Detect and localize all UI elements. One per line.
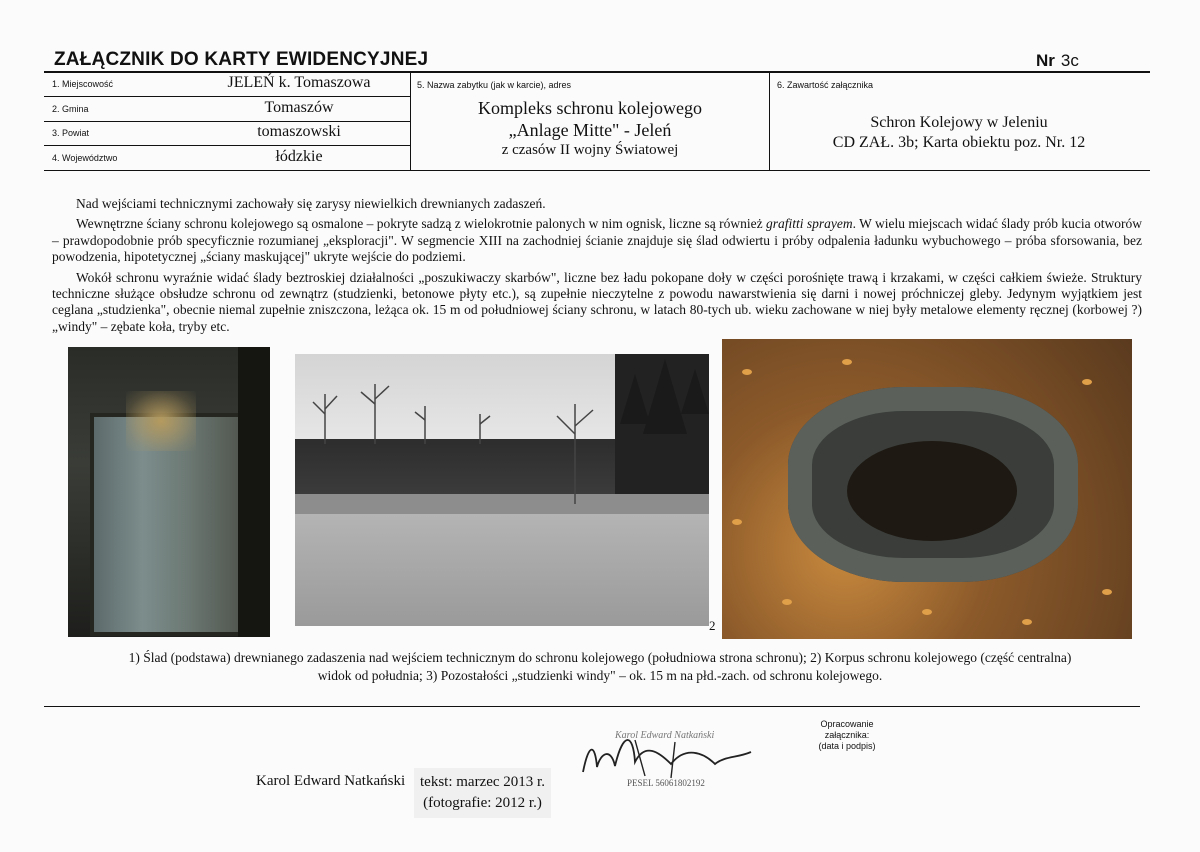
document-title: ZAŁĄCZNIK DO KARTY EWIDENCYJNEJ bbox=[54, 49, 429, 70]
attachment-contents-line2: CD ZAŁ. 3b; Karta obiektu poz. Nr. 12 bbox=[832, 134, 1086, 151]
photo-caption bbox=[60, 649, 1140, 685]
paragraph-2: Wewnętrzne ściany schronu kolejowego są osmalone – pokryte sadzą z wielokrotnie palonych w nim ognisk, liczne są również grafitti sprayem. W wielu miejscach widać ślady prób kucia otworów – prawdopodobnie prób specyficznie rozumianej „eksploracji". W segmencie XIII na zachodniej ścianie znajduje się ślad odwiertu i próby odpalenia ładunku wybuchowego – próba sforsowania, bez powodzenia, hipotetycznej „ściany maskującej" ukryte wejście do podziemi. bbox=[52, 216, 1142, 265]
attachment-contents bbox=[772, 113, 1146, 153]
meta-label-county: 3. Powiat bbox=[52, 128, 90, 138]
svg-text:PESEL 56061802192: PESEL 56061802192 bbox=[627, 778, 705, 788]
attachment-contents-label: 6. Zawartość załącznika bbox=[777, 80, 874, 90]
signature-stamp bbox=[575, 722, 785, 792]
description-text bbox=[52, 196, 1142, 339]
meta-value-locality: JELEŃ k. Tomaszowa bbox=[227, 74, 371, 91]
prepared-by-label: Opracowanie załącznika: (data i podpis) bbox=[818, 719, 876, 751]
attachment-number-value: 3c bbox=[1060, 51, 1079, 70]
table-bottom-rule bbox=[44, 170, 1150, 171]
column-divider bbox=[769, 72, 770, 170]
footer-rule bbox=[44, 706, 1140, 707]
meta-value-county: tomaszowski bbox=[257, 123, 341, 140]
paragraph-1: Nad wejściami technicznymi zachowały się zarysy niewielkich drewnianych zadaszeń. bbox=[76, 196, 546, 211]
meta-row-county bbox=[44, 121, 410, 146]
column-divider bbox=[410, 72, 411, 170]
monument-name-line1: Kompleks schronu kolejowego bbox=[478, 98, 702, 118]
photo-2-bare-trees bbox=[295, 354, 709, 626]
meta-value-voivodeship: łódzkie bbox=[275, 148, 323, 165]
meta-label-locality: 1. Miejscowość bbox=[52, 79, 114, 89]
svg-text:Karol Edward Natkański: Karol Edward Natkański bbox=[615, 730, 715, 741]
photo-3-well-remains bbox=[722, 339, 1132, 639]
attachment-number-label: Nr bbox=[1036, 51, 1055, 70]
meta-row-voivodeship bbox=[44, 146, 410, 170]
monument-name-line3: z czasów II wojny Światowej bbox=[501, 142, 679, 158]
photo-2-number: 2 bbox=[709, 618, 716, 633]
attachment-contents-line1: Schron Kolejowy w Jeleniu bbox=[870, 114, 1048, 131]
photo-1-shelter-entrance bbox=[68, 347, 270, 637]
meta-label-voivodeship: 4. Województwo bbox=[52, 153, 118, 163]
text-date: tekst: marzec 2013 r. bbox=[420, 774, 545, 790]
attachment-number bbox=[1036, 51, 1079, 71]
photo-caption-line1: 1) Ślad (podstawa) drewnianego zadaszenia nad wejściem technicznym do schronu kolejowego (południowa strona schronu); 2) Korpus schronu kolejowego (część centralna) bbox=[128, 650, 1072, 665]
author-name: Karol Edward Natkański bbox=[256, 773, 406, 789]
meta-row-locality bbox=[44, 72, 410, 97]
monument-name-label: 5. Nazwa zabytku (jak w karcie), adres bbox=[417, 80, 572, 90]
monument-name-line2: „Anlage Mitte" - Jeleń bbox=[508, 120, 672, 140]
photo-caption-line2: widok od południa; 3) Pozostałości „studzienki windy" – ok. 15 m na płd.-zach. od schronu kolejowego. bbox=[317, 668, 883, 683]
date-box bbox=[414, 768, 551, 818]
meta-row-commune bbox=[44, 97, 410, 122]
paragraph-3: Wokół schronu wyraźnie widać ślady beztroskiej działalności „poszukiwaczy skarbów", liczne bez ładu pokopane doły w części porośnięte trawą i krzakami, w części całkiem świeże. Struktury techniczne służące obsłudze schronu od zewnątrz (studzienki, betonowe płyty etc.), są zupełnie nieczytelne z powodu nawarstwienia się darni i nowej próchniczej gleby. Jedynym wyjątkiem jest ceglana „studzienka", obecnie niemal zupełnie zniszczona, leżąca ok. 15 m od południowej ściany schronu, w latach 80-tych ub. wieku zachowane w niej były metalowe elementy ręcznej (korbowej ?) „windy" – zębate koła, tryby etc. bbox=[52, 269, 1142, 334]
photo-date: (fotografie: 2012 r.) bbox=[423, 795, 542, 811]
meta-value-commune: Tomaszów bbox=[264, 99, 334, 116]
monument-name bbox=[412, 97, 768, 159]
photo-2-shelter-body bbox=[295, 354, 709, 626]
meta-label-commune: 2. Gmina bbox=[52, 104, 89, 114]
